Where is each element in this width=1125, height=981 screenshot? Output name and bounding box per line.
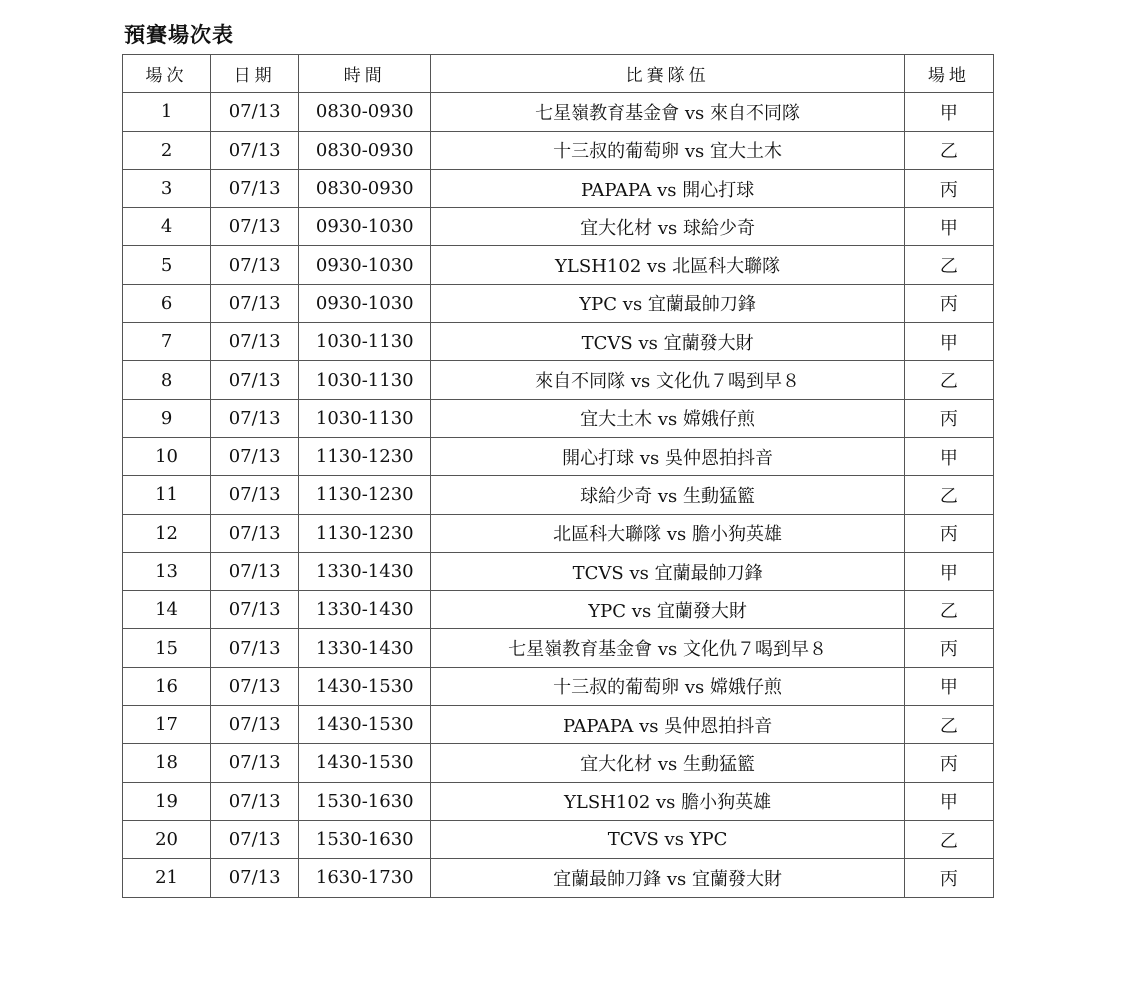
cell-time: 0830-0930 <box>299 169 431 207</box>
cell-match-number: 10 <box>123 437 211 475</box>
cell-match-number: 15 <box>123 629 211 667</box>
cell-date: 07/13 <box>211 667 299 705</box>
table-row <box>123 629 994 667</box>
cell-date: 07/13 <box>211 437 299 475</box>
cell-match-number: 13 <box>123 552 211 590</box>
table-row <box>123 667 994 705</box>
cell-venue: 乙 <box>904 591 993 629</box>
cell-venue: 甲 <box>904 93 993 131</box>
cell-time: 1530-1630 <box>299 782 431 820</box>
cell-teams: YPC vs 宜蘭發大財 <box>431 591 905 629</box>
cell-teams: 球給少奇 vs 生動猛籃 <box>431 476 905 514</box>
cell-date: 07/13 <box>211 591 299 629</box>
table-row <box>123 706 994 744</box>
table-row <box>123 323 994 361</box>
table-row <box>123 93 994 131</box>
cell-match-number: 4 <box>123 208 211 246</box>
table-row <box>123 361 994 399</box>
cell-venue: 丙 <box>904 859 993 897</box>
header-time: 時間 <box>299 55 431 93</box>
cell-date: 07/13 <box>211 208 299 246</box>
cell-time: 1430-1530 <box>299 667 431 705</box>
cell-venue: 乙 <box>904 820 993 858</box>
cell-time: 1030-1130 <box>299 399 431 437</box>
cell-time: 1030-1130 <box>299 323 431 361</box>
cell-date: 07/13 <box>211 323 299 361</box>
table-row <box>123 131 994 169</box>
cell-date: 07/13 <box>211 93 299 131</box>
cell-date: 07/13 <box>211 131 299 169</box>
cell-date: 07/13 <box>211 859 299 897</box>
table-row <box>123 284 994 322</box>
cell-teams: 來自不同隊 vs 文化仇７喝到早８ <box>431 361 905 399</box>
cell-venue: 丙 <box>904 169 993 207</box>
header-teams: 比賽隊伍 <box>431 55 905 93</box>
cell-venue: 甲 <box>904 208 993 246</box>
cell-time: 1330-1430 <box>299 591 431 629</box>
table-row <box>123 820 994 858</box>
cell-time: 1130-1230 <box>299 514 431 552</box>
cell-match-number: 20 <box>123 820 211 858</box>
header-match-number: 場次 <box>123 55 211 93</box>
cell-date: 07/13 <box>211 169 299 207</box>
cell-date: 07/13 <box>211 246 299 284</box>
document-title: 預賽場次表 <box>124 22 234 47</box>
table-row <box>123 591 994 629</box>
cell-time: 0930-1030 <box>299 208 431 246</box>
cell-venue: 丙 <box>904 629 993 667</box>
cell-venue: 丙 <box>904 514 993 552</box>
cell-date: 07/13 <box>211 782 299 820</box>
cell-time: 1530-1630 <box>299 820 431 858</box>
cell-match-number: 17 <box>123 706 211 744</box>
cell-date: 07/13 <box>211 744 299 782</box>
cell-date: 07/13 <box>211 706 299 744</box>
cell-time: 1130-1230 <box>299 437 431 475</box>
cell-match-number: 8 <box>123 361 211 399</box>
cell-time: 1130-1230 <box>299 476 431 514</box>
table-header-row <box>123 55 994 93</box>
cell-teams: 七星嶺教育基金會 vs 來自不同隊 <box>431 93 905 131</box>
cell-teams: 七星嶺教育基金會 vs 文化仇７喝到早８ <box>431 629 905 667</box>
table-row <box>123 859 994 897</box>
cell-teams: YLSH102 vs 膽小狗英雄 <box>431 782 905 820</box>
cell-date: 07/13 <box>211 514 299 552</box>
cell-teams: TCVS vs 宜蘭最帥刀鋒 <box>431 552 905 590</box>
header-date: 日期 <box>211 55 299 93</box>
cell-teams: YLSH102 vs 北區科大聯隊 <box>431 246 905 284</box>
cell-date: 07/13 <box>211 284 299 322</box>
cell-date: 07/13 <box>211 552 299 590</box>
cell-date: 07/13 <box>211 361 299 399</box>
cell-teams: YPC vs 宜蘭最帥刀鋒 <box>431 284 905 322</box>
cell-match-number: 7 <box>123 323 211 361</box>
cell-venue: 甲 <box>904 437 993 475</box>
cell-venue: 乙 <box>904 476 993 514</box>
schedule-table <box>122 54 994 898</box>
cell-venue: 乙 <box>904 131 993 169</box>
cell-teams: TCVS vs 宜蘭發大財 <box>431 323 905 361</box>
cell-time: 1330-1430 <box>299 552 431 590</box>
cell-venue: 乙 <box>904 361 993 399</box>
cell-venue: 甲 <box>904 782 993 820</box>
cell-match-number: 5 <box>123 246 211 284</box>
table-row <box>123 399 994 437</box>
cell-match-number: 3 <box>123 169 211 207</box>
cell-teams: 宜蘭最帥刀鋒 vs 宜蘭發大財 <box>431 859 905 897</box>
cell-match-number: 9 <box>123 399 211 437</box>
table-row <box>123 246 994 284</box>
cell-teams: PAPAPA vs 吳仲恩拍抖音 <box>431 706 905 744</box>
cell-teams: 宜大化材 vs 球給少奇 <box>431 208 905 246</box>
cell-teams: TCVS vs YPC <box>431 820 905 858</box>
cell-date: 07/13 <box>211 820 299 858</box>
table-body <box>123 93 994 897</box>
cell-venue: 乙 <box>904 246 993 284</box>
cell-teams: 開心打球 vs 吳仲恩拍抖音 <box>431 437 905 475</box>
cell-teams: 十三叔的葡萄卵 vs 宜大土木 <box>431 131 905 169</box>
cell-venue: 丙 <box>904 399 993 437</box>
table-row <box>123 169 994 207</box>
cell-time: 0930-1030 <box>299 284 431 322</box>
cell-venue: 乙 <box>904 706 993 744</box>
cell-time: 0830-0930 <box>299 131 431 169</box>
cell-match-number: 11 <box>123 476 211 514</box>
table-row <box>123 437 994 475</box>
cell-match-number: 21 <box>123 859 211 897</box>
cell-teams: 宜大土木 vs 嫦娥仔煎 <box>431 399 905 437</box>
cell-venue: 甲 <box>904 552 993 590</box>
cell-match-number: 6 <box>123 284 211 322</box>
cell-teams: 宜大化材 vs 生動猛籃 <box>431 744 905 782</box>
cell-date: 07/13 <box>211 476 299 514</box>
cell-match-number: 19 <box>123 782 211 820</box>
cell-teams: 十三叔的葡萄卵 vs 嫦娥仔煎 <box>431 667 905 705</box>
cell-venue: 丙 <box>904 744 993 782</box>
table-row <box>123 782 994 820</box>
cell-venue: 甲 <box>904 667 993 705</box>
cell-time: 1430-1530 <box>299 744 431 782</box>
cell-match-number: 12 <box>123 514 211 552</box>
cell-venue: 丙 <box>904 284 993 322</box>
table-row <box>123 476 994 514</box>
table-row <box>123 514 994 552</box>
table-row <box>123 744 994 782</box>
header-venue: 場地 <box>904 55 993 93</box>
cell-match-number: 1 <box>123 93 211 131</box>
cell-match-number: 2 <box>123 131 211 169</box>
cell-time: 1630-1730 <box>299 859 431 897</box>
cell-time: 0930-1030 <box>299 246 431 284</box>
cell-date: 07/13 <box>211 629 299 667</box>
cell-date: 07/13 <box>211 399 299 437</box>
cell-match-number: 14 <box>123 591 211 629</box>
cell-time: 1030-1130 <box>299 361 431 399</box>
cell-venue: 甲 <box>904 323 993 361</box>
cell-match-number: 18 <box>123 744 211 782</box>
cell-teams: PAPAPA vs 開心打球 <box>431 169 905 207</box>
cell-time: 0830-0930 <box>299 93 431 131</box>
cell-match-number: 16 <box>123 667 211 705</box>
cell-teams: 北區科大聯隊 vs 膽小狗英雄 <box>431 514 905 552</box>
cell-time: 1330-1430 <box>299 629 431 667</box>
table-row <box>123 208 994 246</box>
cell-time: 1430-1530 <box>299 706 431 744</box>
table-row <box>123 552 994 590</box>
